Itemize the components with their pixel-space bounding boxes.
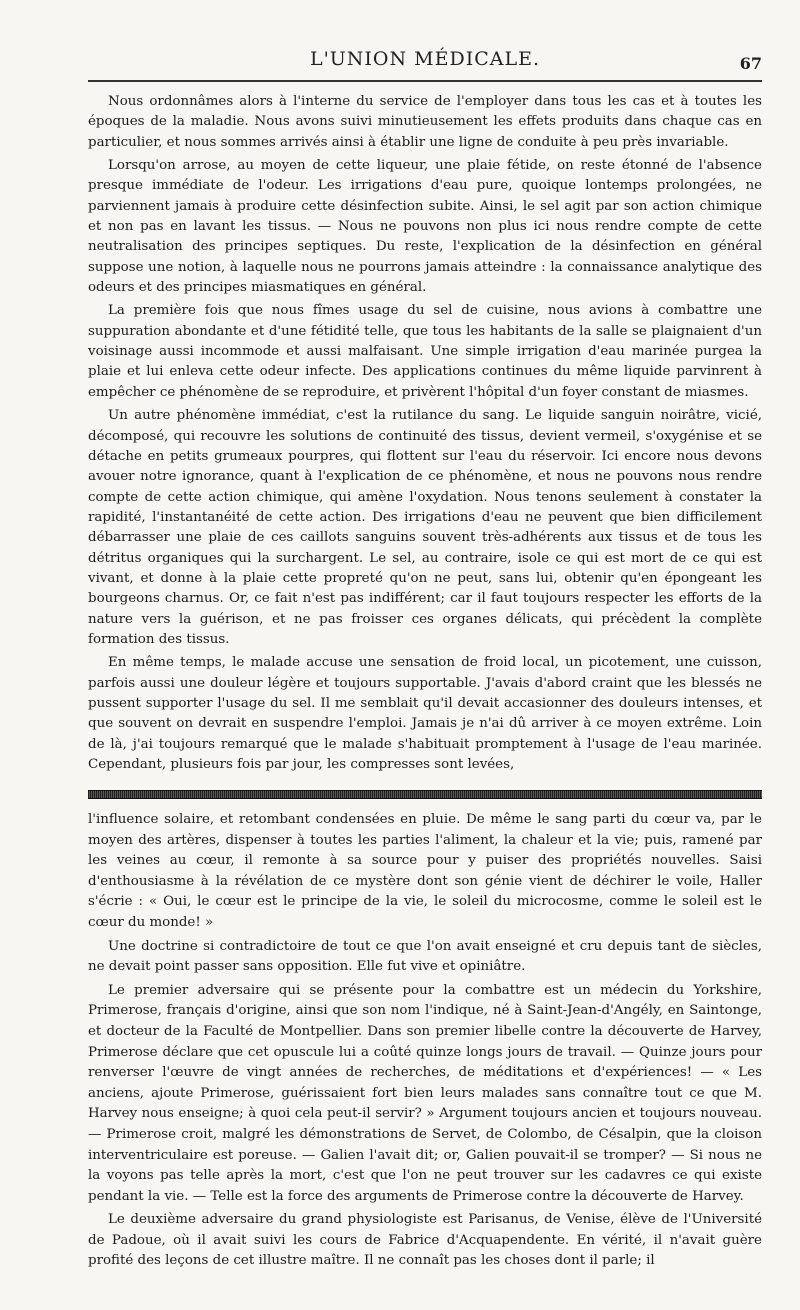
paragraph: En même temps, le malade accuse une sensation de froid local, un picotement, une cuisson, parfois aussi une douleur légère et toujours supportable. J'avais d'abord craint que les blessés ne pussent supporter l'usage du sel. Il me semblait qu'il devait accasionner des douleurs intenses, et que souvent on devrait en suspendre l'emploi. Jamais je n'ai dû arriver à ce moyen extrême. Loin de là, j'ai toujours remarqué que le malade s'habituait promptement à l'usage de l'eau marinée. Cependant, plusieurs fois par jour, les compresses sont levées, <box>88 655 762 772</box>
article-bottom <box>88 810 762 1275</box>
paragraph: La première fois que nous fîmes usage du sel de cuisine, nous avions à combattre une suppuration abondante et d'une fétidité telle, que tous les habitants de la salle se plaignaient d'un voisinage aussi incommode et aussi malfaisant. Une simple irrigation d'eau marinée purgea la plaie et lui enleva cette odeur infecte. Des applications continues du même liquide parvinrent à empêcher ce phénomène de se reproduire, et privèrent l'hôpital d'un foyer constant de miasmes. <box>88 303 762 400</box>
page-number: 67 <box>739 54 762 73</box>
paragraph: Lorsqu'on arrose, au moyen de cette liqueur, une plaie fétide, on reste étonné de l'absence presque immédiate de l'odeur. Les irrigations d'eau pure, quoique lontemps prolongées, ne parviennent jamais à produire cette désinfection subite. Ainsi, le sel agit par son action chimique et non pas en lavant les tissus. — Nous ne pouvons non plus ici nous rendre compte de cette neutralisation des principes septiques. Du reste, l'explication de la désinfection en général suppose une notion, à laquelle nous ne pourrons jamais atteindre : la connaissance analytique des odeurs et des principes miasmatiques en général. <box>88 158 762 296</box>
paragraph: Le deuxième adversaire du grand physiologiste est Parisanus, de Venise, élève de l'Université de Padoue, où il avait suivi les cours de Fabrice d'Acquapendente. En vérité, il n'avait guère profité des leçons de cet illustre maître. Il ne connaît pas les choses dont il parle; il <box>88 1212 762 1269</box>
paragraph: Nous ordonnâmes alors à l'interne du service de l'employer dans tous les cas et à toutes les époques de la maladie. Nous avons suivi minutieusement les effets produits dans chaque cas en particulier, et nous sommes arrivés ainsi à établir une ligne de conduite à peu près invariable. <box>88 94 762 150</box>
article-top <box>88 92 762 778</box>
paragraph: Le premier adversaire qui se présente pour la combattre est un médecin du Yorkshire, Primerose, français d'origine, ainsi que son nom l'indique, né à Saint-Jean-d'Angély, en Saintonge, et docteur de la Faculté de Montpellier. Dans son premier libelle contre la découverte de Harvey, Primerose déclare que cet opuscule lui a coûté quinze longs jours de travail. — Quinze jours pour renverser l'œuvre de vingt années de recherches, de méditations et d'expériences! — « Les anciens, ajoute Primerose, guérissaient fort bien leurs malades sans connaître tout ce que M. Harvey nous enseigne; à quoi cela peut-il servir? » Argument toujours ancien et toujours nouveau. — Primerose croit, malgré les démonstrations de Servet, de Colombo, de Césalpin, que la cloison interventriculaire est poreuse. — Galien l'avait dit; or, Galien pouvait-il se tromper? — Si nous ne la voyons pas telle après la mort, c'est que l'on ne peut trouver sur les cadavres ce qui existe pendant la vie. — Telle est la force des arguments de Primerose contre la découverte de Harvey. <box>88 982 762 1204</box>
paragraph: l'influence solaire, et retombant condensées en pluie. De même le sang parti du cœur va, par le moyen des artères, dispenser à toutes les parties l'aliment, la chaleur et la vie; puis, ramené par les veines au cœur, il remonte à sa source pour y puiser des propriétés nouvelles. Saisi d'enthousiasme à la révélation de ce mystère dont son génie vient de déchirer le voile, Haller s'écrie : « Oui, le cœur est le principe de la vie, le soleil du microcosme, comme le soleil est le cœur du monde! » <box>88 812 762 930</box>
page-header <box>88 48 762 78</box>
section-separator-rule <box>88 790 762 799</box>
running-title: L'UNION MÉDICALE. <box>309 48 541 70</box>
header-rule <box>88 80 762 82</box>
paragraph: Un autre phénomène immédiat, c'est la rutilance du sang. Le liquide sanguin noirâtre, vicié, décomposé, qui recouvre les solutions de continuité des tissus, devient vermeil, s'oxygénise et se détache en petits grumeaux pourpres, qui flottent sur l'eau du réservoir. Ici encore nous devons avouer notre ignorance, quant à l'explication de ce phénomène, et nous ne pouvons nous rendre compte de cette action chimique, qui amène l'oxydation. Nous tenons seulement à constater la rapidité, l'instantanéité de cette action. Des irrigations d'eau ne peuvent que bien difficilement débarrasser une plaie de ces caillots sanguins souvent très-adhérents aux tissus et de tous les détritus organiques qui la surchargent. Le sel, au contraire, isole ce qui est mort de ce qui est vivant, et donne à la plaie cette propreté qu'on ne peut, sans lui, obtenir qu'en épongeant les bourgeons charnus. Or, ce fait n'est pas indifférent; car il faut toujours respecter les efforts de la nature vers la guérison, et ne pas froisser ces organes délicats, qui précèdent la complète formation des tissus. <box>88 408 762 647</box>
paragraph: Une doctrine si contradictoire de tout ce que l'on avait enseigné et cru depuis tant de siècles, ne devait point passer sans opposition. Elle fut vive et opiniâtre. <box>88 938 762 975</box>
